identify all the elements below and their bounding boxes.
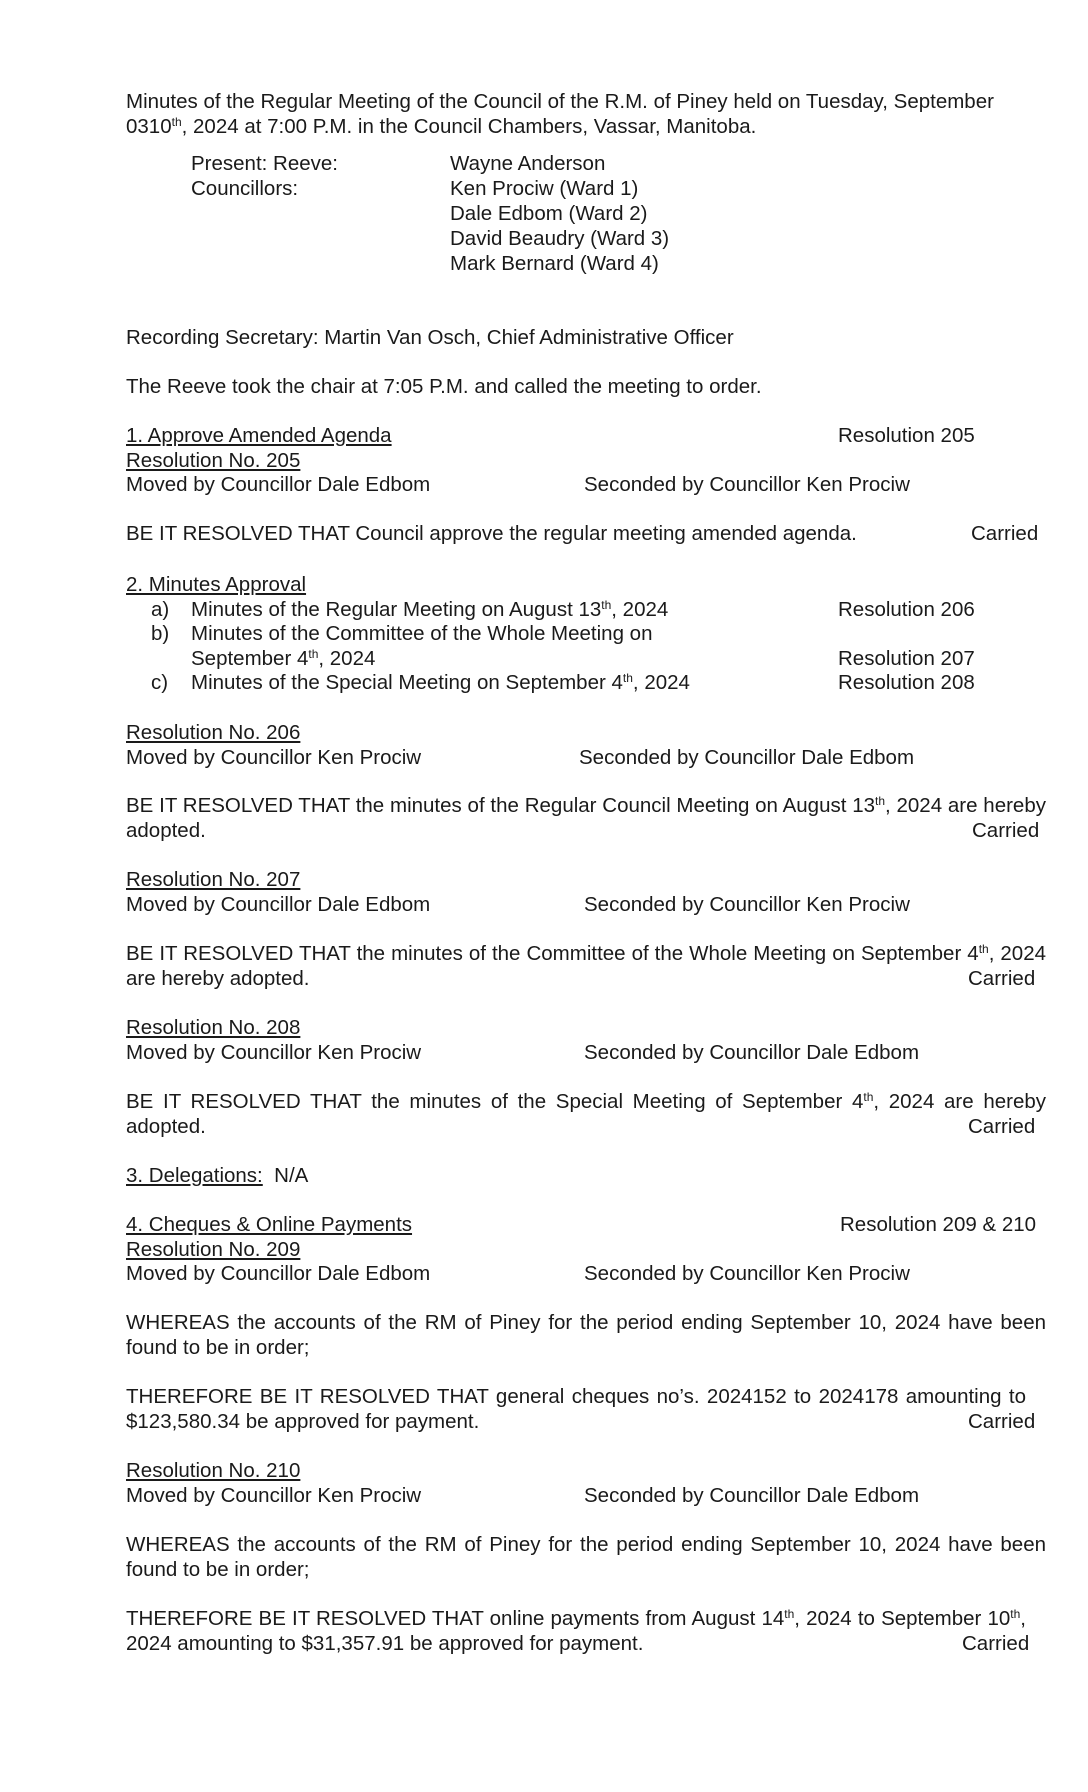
section-agenda [126, 424, 1046, 547]
section-heading: 3. Delegations: [126, 1164, 263, 1187]
resolution-number: Resolution No. 205 [126, 448, 301, 472]
section-heading: 2. Minutes Approval [126, 573, 307, 596]
resolution-number: Resolution No. 209 [126, 1237, 301, 1261]
delegations-value: N/A [274, 1164, 309, 1187]
resolution-207 [126, 868, 1046, 917]
section-delegations [126, 1164, 1046, 1189]
resolution-number: Resolution No. 210 [126, 1459, 301, 1482]
section-cheques [126, 1213, 1046, 1287]
reeve-name: Wayne Anderson [450, 152, 606, 175]
councillor-item: Dale Edbom (Ward 2) [450, 202, 648, 225]
status-carried: Carried [968, 1115, 1036, 1138]
seconded-by: Seconded by Councillor Dale Edbom [579, 745, 915, 769]
header-line-1: Minutes of the Regular Meeting of the Council of the R.M. of Piney held on Tuesday, September [126, 90, 994, 113]
call-to-order: The Reeve took the chair at 7:05 P.M. and called the meeting to order. [126, 375, 762, 398]
meeting-header: Minutes of the Regular Meeting of the Council of the R.M. of Piney held on Tuesday, September 0310th, 2024 at 7:00 P.M. in the Council Chambers, Vassar, Manitoba. [126, 90, 994, 138]
councillor-item: Ken Prociw (Ward 1) [450, 177, 639, 200]
resolution-209-text: THEREFORE BE IT RESOLVED THAT general cheques no’s. 2024152 to 2024178 amounting to $123,580.34 be approved for payment. [126, 1385, 1026, 1433]
resolution-number: Resolution No. 206 [126, 721, 301, 744]
seconded-by: Seconded by Councillor Ken Prociw [584, 892, 910, 916]
resolution-206-text: BE IT RESOLVED THAT the minutes of the Regular Council Meeting on August 13th, 2024 are hereby adopted. [126, 794, 1046, 842]
resolution-210 [126, 1459, 1046, 1508]
status-carried: Carried [968, 1410, 1036, 1433]
councillor-item: Mark Bernard (Ward 4) [450, 252, 659, 275]
seconded-by: Seconded by Councillor Dale Edbom [584, 1483, 920, 1507]
moved-by: Moved by Councillor Dale Edbom [126, 1262, 431, 1286]
moved-by: Moved by Councillor Dale Edbom [126, 473, 431, 497]
resolution-number: Resolution No. 208 [126, 1016, 301, 1039]
moved-by: Moved by Councillor Ken Prociw [126, 1483, 422, 1507]
section-heading: 1. Approve Amended Agenda [126, 424, 392, 447]
resolution-ref: Resolution 205 [838, 424, 975, 447]
resolution-210-whereas: WHEREAS the accounts of the RM of Piney for the period ending September 10, 2024 have been found to be in order; [126, 1533, 1046, 1581]
status-carried: Carried [972, 819, 1040, 842]
status-carried: Carried [971, 522, 1039, 546]
section-minutes-approval: 2. Minutes Approval a) Minutes of the Regular Meeting on August 13th, 2024 Resolution 206 b) Minutes of the Committee of the Whole Meeting on September 4th, 2024 Resolution 207 c) Minutes of the Special Meeting on September 4th, 2024 Resolution 208 [126, 573, 975, 695]
resolution-number: Resolution No. 207 [126, 868, 301, 891]
resolution-ref: Resolution 207 [838, 646, 975, 670]
resolution-208 [126, 1016, 1046, 1065]
present-label: Present: Reeve: [191, 152, 338, 175]
status-carried: Carried [968, 967, 1036, 990]
resolution-206 [126, 721, 1046, 770]
seconded-by: Seconded by Councillor Ken Prociw [584, 1262, 910, 1286]
resolution-207-text: BE IT RESOLVED THAT the minutes of the Committee of the Whole Meeting on September 4th, 2024 are hereby adopted. [126, 942, 1047, 990]
seconded-by: Seconded by Councillor Ken Prociw [584, 473, 910, 497]
resolution-ref: Resolution 208 [838, 671, 975, 695]
recording-secretary: Recording Secretary: Martin Van Osch, Chief Administrative Officer [126, 326, 734, 349]
resolution-text: BE IT RESOLVED THAT Council approve the regular meeting amended agenda. [126, 522, 857, 546]
seconded-by: Seconded by Councillor Dale Edbom [584, 1040, 920, 1064]
section-heading: 4. Cheques & Online Payments [126, 1213, 413, 1236]
resolution-208-text: BE IT RESOLVED THAT the minutes of the Special Meeting of September 4th, 2024 are hereby adopted. [126, 1090, 1046, 1138]
moved-by: Moved by Councillor Ken Prociw [126, 1040, 422, 1064]
councillors-label: Councillors: [191, 177, 299, 200]
status-carried: Carried [962, 1632, 1030, 1655]
resolution-210-text: THEREFORE BE IT RESOLVED THAT online payments from August 14th, 2024 to September 10th, 2024 amounting to $31,357.91 be approved for payment. [126, 1607, 1026, 1655]
councillor-item: David Beaudry (Ward 3) [450, 227, 670, 250]
resolution-209-whereas: WHEREAS the accounts of the RM of Piney for the period ending September 10, 2024 have been found to be in order; [126, 1311, 1046, 1359]
moved-by: Moved by Councillor Ken Prociw [126, 745, 422, 769]
moved-by: Moved by Councillor Dale Edbom [126, 892, 431, 916]
resolution-ref: Resolution 209 & 210 [840, 1213, 1037, 1236]
resolution-ref: Resolution 206 [838, 597, 975, 621]
